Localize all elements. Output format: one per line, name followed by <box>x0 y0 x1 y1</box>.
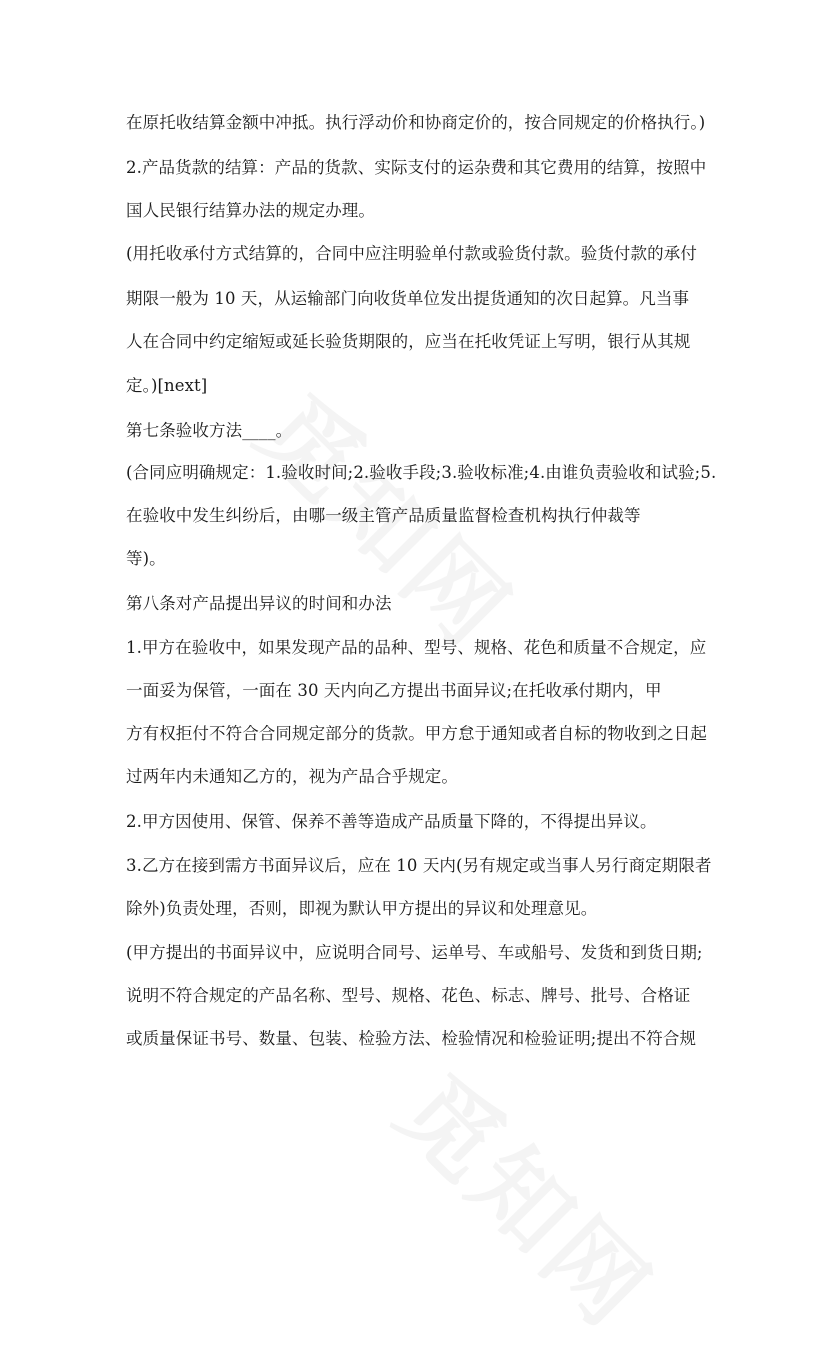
text-line: 期限一般为 10 天，从运输部门向收货单位发出提货通知的次日起算。凡当事 <box>126 289 690 308</box>
section-heading: 第八条对产品提出异议的时间和办法 <box>126 594 392 613</box>
text-line: (用托收承付方式结算的，合同中应注明验单付款或验货付款。验货付款的承付 <box>126 244 697 263</box>
text-line: 方有权拒付不符合合同规定部分的货款。甲方怠于通知或者自标的物收到之日起 <box>126 724 707 743</box>
text-line: 说明不符合规定的产品名称、型号、规格、花色、标志、牌号、批号、合格证 <box>126 986 691 1005</box>
text-line: 2.产品货款的结算：产品的货款、实际支付的运杂费和其它费用的结算，按照中 <box>126 158 707 177</box>
section-heading: 第七条验收方法____。 <box>126 421 293 440</box>
text-line: 等)。 <box>126 549 166 568</box>
text-line: 除外)负责处理，否则，即视为默认甲方提出的异议和处理意见。 <box>126 899 598 918</box>
text-line: 过两年内未通知乙方的，视为产品合乎规定。 <box>126 767 458 786</box>
text-line: 2.甲方因使用、保管、保养不善等造成产品质量下降的，不得提出异议。 <box>126 812 657 831</box>
text-line: 国人民银行结算办法的规定办理。 <box>126 201 375 220</box>
text-line: (合同应明确规定：1.验收时间;2.验收手段;3.验收标准;4.由谁负责验收和试验;5. <box>126 463 717 482</box>
text-line: 一面妥为保管，一面在 30 天内向乙方提出书面异议;在托收承付期内，甲 <box>126 681 662 700</box>
text-line: 1.甲方在验收中，如果发现产品的品种、型号、规格、花色和质量不合规定，应 <box>126 638 707 657</box>
text-line: 或质量保证书号、数量、包装、检验方法、检验情况和检验证明;提出不符合规 <box>126 1029 697 1048</box>
watermark <box>373 1040 686 1353</box>
text-line: 定。)[next] <box>126 376 208 395</box>
text-line: 在验收中发生纠纷后，由哪一级主管产品质量监督检查机构执行仲裁等 <box>126 506 641 525</box>
text-line: 3.乙方在接到需方书面异议后，应在 10 天内(另有规定或当事人另行商定期限者 <box>126 856 712 875</box>
text-line: 在原托收结算金额中冲抵。执行浮动价和协商定价的，按合同规定的价格执行。) <box>126 113 706 132</box>
text-line: (甲方提出的书面异议中，应说明合同号、运单号、车或船号、发货和到货日期; <box>126 943 703 962</box>
text-line: 人在合同中约定缩短或延长验货期限的，应当在托收凭证上写明，银行从其规 <box>126 332 691 351</box>
